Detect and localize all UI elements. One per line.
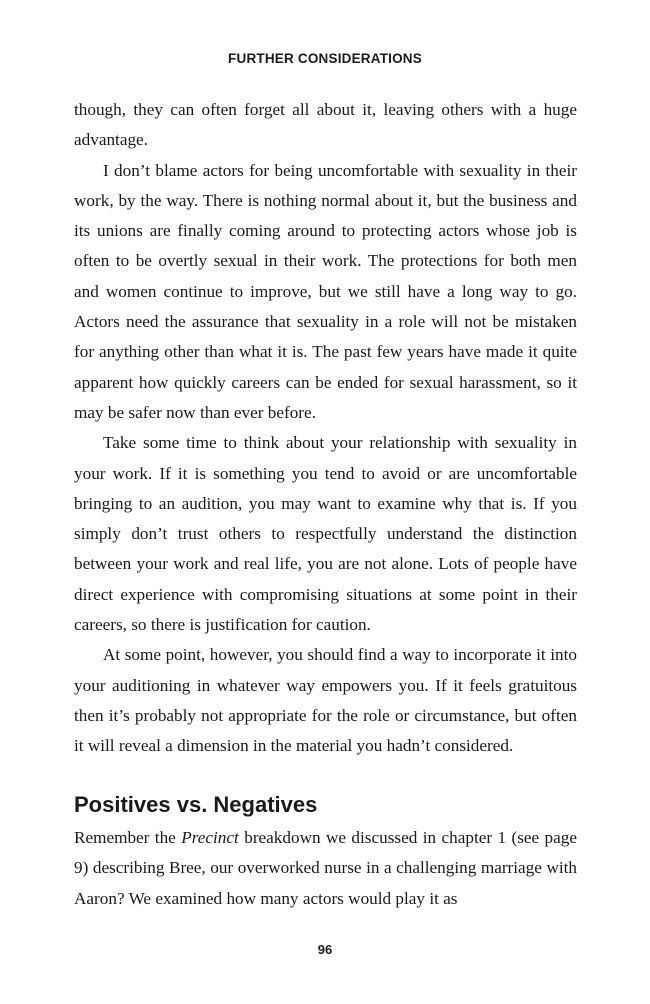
paragraph: Take some time to think about your relationship with sexuality in your work. If it is something you tend to avoid or are uncomfortable bringing to an audition, you may want to examine why that is. If you simply don’t trust others to respectfully understand the distinction between your work and real life, you are not alone. Lots of people have direct experience with compromising situations at some point in their careers, so there is justification for caution. bbox=[74, 433, 577, 635]
paragraph-text: Remember the bbox=[74, 828, 182, 847]
paragraph-text: breakdown we discussed in chapter 1 (see page 9) describing Bree, our overworked nurse in a challenging marriage with Aaron? We examined how many actors would play it as bbox=[74, 828, 577, 908]
italic-title: Precinct bbox=[181, 828, 239, 847]
section-heading: Positives vs. Negatives bbox=[74, 792, 318, 817]
page-number: 96 bbox=[317, 942, 333, 957]
body-text-continued bbox=[74, 823, 577, 914]
paragraph bbox=[74, 823, 577, 914]
running-head: FURTHER CONSIDERATIONS bbox=[228, 51, 422, 66]
paragraph: At some point, however, you should find a way to incorporate it into your auditioning in whatever way empowers you. If it feels gratuitous then it’s probably not appropriate for the role or circumstance, but often it will reveal a dimension in the material you hadn’t considered. bbox=[74, 645, 577, 756]
body-text bbox=[74, 95, 577, 762]
paragraph: I don’t blame actors for being uncomfortable with sexuality in their work, by the way. There is nothing normal about it, but the business and its unions are finally coming around to protecting actors whose job is often to be overtly sexual in their work. The protections for both men and women continue to improve, but we still have a long way to go. Actors need the assurance that sexuality in a role will not be mistaken for anything other than what it is. The past few years have made it quite apparent how quickly careers can be ended for sexual harassment, so it may be safer now than ever before. bbox=[74, 160, 577, 422]
paragraph: though, they can often forget all about it, leaving others with a huge advantage. bbox=[74, 100, 577, 150]
